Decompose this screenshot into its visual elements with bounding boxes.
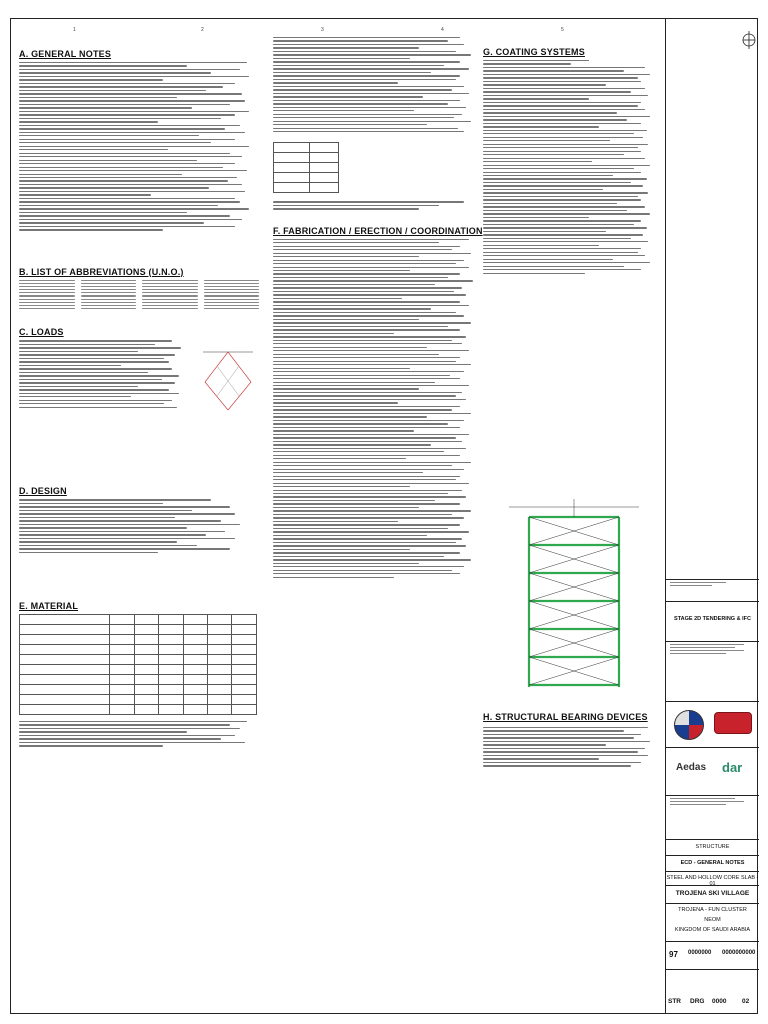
tb-stage-cell: [666, 601, 759, 642]
tb-info-row: [666, 579, 759, 602]
section-title-material: E. MATERIAL: [19, 600, 79, 611]
contractor-logo-icon: [714, 712, 752, 734]
grid-ref: 2: [201, 27, 204, 33]
sheet-title: ECD - GENERAL NOTES: [680, 860, 745, 866]
bolt-notes: [273, 201, 481, 209]
section-title-coating: G. COATING SYSTEMS: [483, 47, 585, 57]
tb-revisions: [666, 641, 759, 702]
doc-number-a: 97: [669, 950, 678, 959]
tb-project: [666, 885, 759, 904]
section-title-bearing: H. STRUCTURAL BEARING DEVICES: [483, 712, 648, 722]
dar-logo: dar: [722, 760, 743, 775]
material-table: [19, 614, 257, 715]
tb-doc-number: [666, 941, 759, 970]
drawing-sheet: [10, 18, 758, 1014]
sheet-number: 0000: [712, 998, 727, 1005]
section-title-general-notes: A. GENERAL NOTES: [19, 49, 112, 59]
grid-ref: 4: [441, 27, 444, 33]
column-3: [483, 47, 659, 722]
discipline-label: STRUCTURE: [695, 844, 730, 850]
tb-logo-cell-1: [666, 701, 759, 748]
fabrication-body: [273, 239, 481, 578]
load-diagram: [197, 344, 259, 414]
bolt-table: [273, 142, 339, 193]
tb-logo-cell-2: [666, 747, 759, 796]
section-title-loads: C. LOADS: [19, 327, 64, 338]
column-1: [19, 49, 259, 747]
north-arrow-icon: [742, 29, 756, 51]
tb-discipline: [666, 839, 759, 856]
grid-ref: 1: [73, 27, 76, 33]
general-notes-body: [19, 62, 259, 231]
column-2: [273, 37, 481, 578]
cluster-name: TROJENA - FUN CLUSTER: [678, 907, 747, 913]
structural-elevation-drawing: [499, 497, 649, 697]
title-block: [665, 19, 759, 1013]
loads-body: [19, 340, 259, 450]
coating-body: [483, 60, 659, 274]
tb-approvals: [666, 795, 759, 840]
country-name: KINGDOM OF SAUDI ARABIA: [674, 927, 751, 933]
project-name: TROJENA SKI VILLAGE: [675, 890, 750, 897]
section-title-fabrication: F. FABRICATION / ERECTION / COORDINATION: [273, 225, 483, 236]
stage-label: STAGE 2D TENDERING & IFC: [674, 616, 751, 622]
discipline-code: STR: [668, 998, 681, 1005]
client-name: NEOM: [704, 917, 721, 923]
tb-subtitle: [666, 871, 759, 886]
revision-number: 02: [742, 998, 750, 1005]
doc-number-b: 0000000: [688, 950, 712, 956]
tb-sheet-title: [666, 855, 759, 872]
section-title-design: D. DESIGN: [19, 486, 67, 497]
grid-ref: 3: [321, 27, 324, 33]
general-notes-continued: [273, 37, 481, 132]
bearing-body: [483, 727, 659, 767]
mkb-logo-icon: [674, 710, 704, 740]
section-title-abbreviations: B. LIST OF ABBREVIATIONS (U.N.O.): [19, 266, 184, 277]
aedas-logo: Aedas: [676, 762, 707, 773]
design-body: [19, 499, 259, 553]
sheet-subtitle: STEEL AND HOLLOW CORE SLAB - 01: [666, 875, 759, 887]
doc-number-c: 0000000000: [722, 950, 756, 956]
drg-label: DRG: [690, 998, 705, 1005]
grid-ref: 5: [561, 27, 564, 33]
tb-drawing-number: [666, 969, 759, 1014]
material-notes: [19, 721, 259, 747]
tb-location: [666, 903, 759, 942]
abbreviations-list: [19, 280, 259, 310]
